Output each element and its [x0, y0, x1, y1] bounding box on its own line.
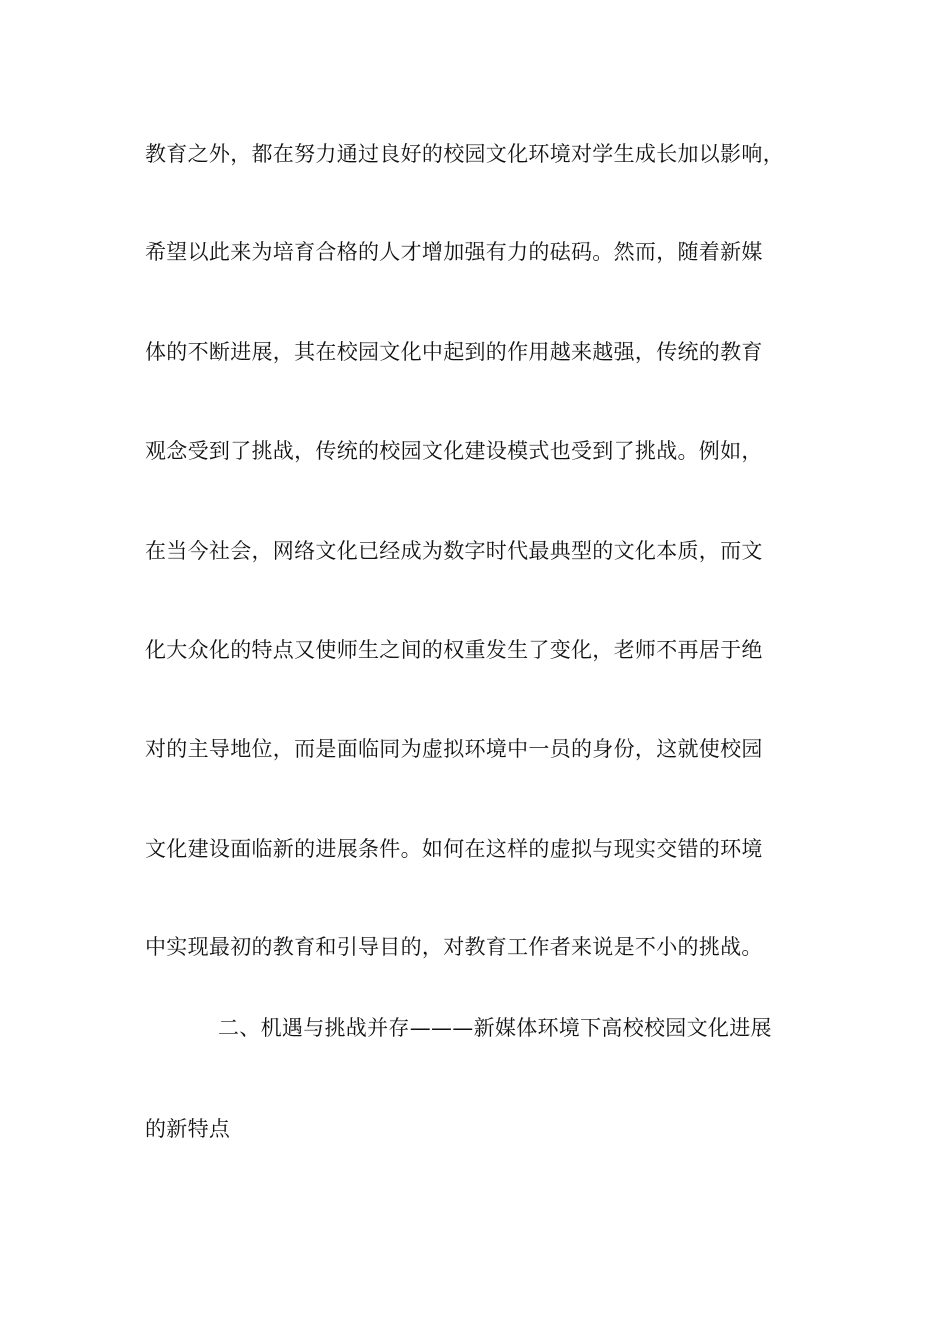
paragraph-line-3: 体的不断进展，其在校园文化中起到的作用越来越强，传统的教育: [145, 340, 763, 364]
section-heading-line-1: 二、机遇与挑战并存———新媒体环境下高校校园文化进展: [218, 1016, 772, 1040]
paragraph-line-2: 希望以此来为培育合格的人才增加强有力的砝码。然而，随着新媒: [145, 240, 763, 264]
paragraph-line-4: 观念受到了挑战，传统的校园文化建设模式也受到了挑战。例如，: [145, 439, 763, 463]
paragraph-line-9: 中实现最初的教育和引导目的，对教育工作者来说是不小的挑战。: [145, 935, 763, 959]
paragraph-line-8: 文化建设面临新的进展条件。如何在这样的虚拟与现实交错的环境: [145, 837, 763, 861]
paragraph-line-6: 化大众化的特点又使师生之间的权重发生了变化，老师不再居于绝: [145, 638, 763, 662]
paragraph-line-7: 对的主导地位，而是面临同为虚拟环境中一员的身份，这就使校园: [145, 737, 763, 761]
paragraph-line-5: 在当今社会，网络文化已经成为数字时代最典型的文化本质，而文: [145, 539, 763, 563]
section-heading-line-2: 的新特点: [145, 1117, 231, 1141]
paragraph-line-1: 教育之外，都在努力通过良好的校园文化环境对学生成长加以影响，: [145, 142, 784, 166]
